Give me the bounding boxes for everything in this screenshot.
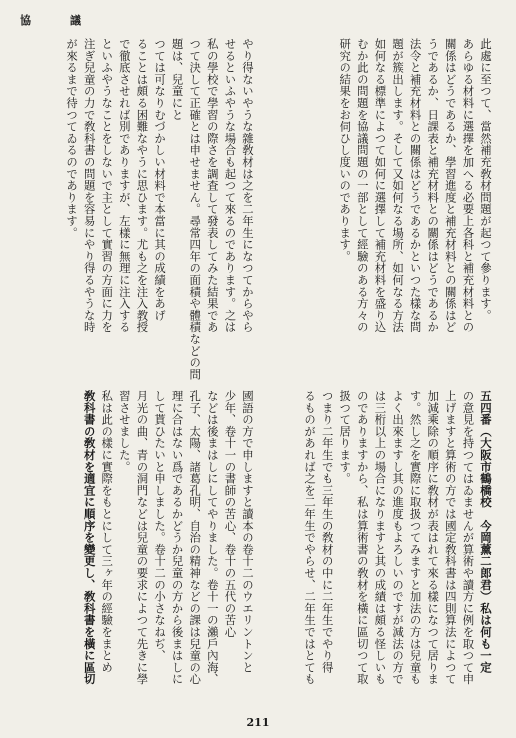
text-line: むか此の問題を協議問題の一部として經驗のある方々の [355, 38, 370, 333]
speaker-line: 五四番（大阪市鶴橋校 今岡薰二郎君）私は何も一定 [479, 390, 493, 674]
text-line: 月光の曲、青の洞門などは兒童の要求によつて先きに學 [135, 390, 150, 685]
text-line: 國語の方で申しますと讀本の卷十二のウエリントンと [241, 390, 255, 674]
text-line: つては可なりむづかしい材料で本當に其の成績をあげ [153, 38, 168, 322]
text-line: よく出來ますし其の進度もよろしいのですが減法の方で [391, 390, 406, 685]
running-header: 協 議 [20, 14, 95, 27]
text-line: 研究の結果をお伺ひし度いのであります。 [338, 38, 353, 263]
text-line: ることは頗る困難なやうに思ひます。尤も之を注入教授 [135, 38, 150, 333]
text-line: 習させました。 [117, 390, 132, 473]
column-upper-left [16, 38, 256, 382]
text-line: 關係はどうであるか、學習進度と補充材料との關係はど [443, 38, 458, 333]
text-line: やり得ないやうな雜敎材は之を二年生になつてからやら [241, 38, 255, 333]
text-line: あらゆる材料に選擇を加へる必要上各科と補充材料との [461, 38, 476, 333]
text-line: せるといふやうな場合も起つて來るのであります。之は [223, 38, 238, 333]
text-line: つまり二年生でも三年生の敎材の中に二年生でやり得 [320, 390, 335, 674]
text-line: 孔子、太陽、諸葛孔明、自治の精神などの課は兒童の心 [188, 390, 203, 685]
text-line: のでありますから、私は算術書の敎材を橫に區切つて取 [355, 390, 370, 685]
column-upper-right [262, 38, 494, 382]
text-line: 私は此の樣に實際をもとにして三ヶ年の經驗をまとめ [100, 390, 115, 674]
text-line: うであるか、日課表と補充材料との關係はどうであるか [426, 38, 441, 333]
text-line: で徹底させれば別でありますが、左樣に無理に注入する [117, 38, 132, 333]
text-line: などは後まはしにしてやりました。卷十一の瀨戶內海、 [205, 390, 220, 685]
text-line: は三桁以上の場合になりますと其の成績は頗る怪しいも [373, 390, 388, 685]
text-line: の意見を持つてはゐませんが算術や讀方に例を取つて申 [461, 390, 476, 685]
page-number: 211 [246, 716, 270, 729]
text-line: 理に合はない爲であるかどうか兒童の方から後まはしに [170, 390, 185, 685]
column-lower-right [262, 390, 494, 706]
text-line: といふやうなことをしないで主として實習の方面に力を [100, 38, 115, 333]
text-line: 法令と補充材料との關係はどうであるかといつた樣な問 [408, 38, 423, 333]
text-line: 敎科書の敎材を適宜に順序を變更し、敎科書を橫に區切 [82, 390, 97, 685]
text-line: 加減乘除の順序に敎材が表はれて來る樣になつて居りま [426, 390, 441, 685]
text-line: るものがあれば之を二年生でやらせ、二年生ではとても [303, 390, 318, 685]
text-line: 私の學校で學習の際さを調査して發表してみた結果であ [205, 38, 220, 333]
text-line: 注ぎ兒童の力で敎科書の問題を容易にやり得るやうな時 [82, 38, 97, 333]
text-line: 此處に至つて、當然補充敎材問題が起つて參ります。 [479, 38, 493, 322]
text-line: 扱つて居ります。 [338, 390, 353, 485]
column-lower-left [16, 390, 256, 706]
text-line: が來るまで待つてゐるのであります。 [65, 38, 80, 239]
text-line: 少年、卷十一の書師の苦心、卷十の五代の苦心 [223, 390, 238, 638]
text-line: 如何なる標準によつて如何に選擇して補充材料を盛り込 [373, 38, 388, 333]
text-line: つて決して正確とは申せません。尋常四年の面積や體積などの問題は、兒童にと [170, 38, 203, 381]
text-line: して貰ひたいと申しました。卷十二の小さなねぢ、 [153, 390, 168, 662]
text-line: 題が簇出します。そして又如何なる場所、如何なる方法 [391, 38, 406, 333]
text-line: す。然し之を實際に取扱つてみますと加法の方は兒童も [408, 390, 423, 685]
text-line: 上げますと算術の方では國定敎科書は四則算法によつて [443, 390, 458, 685]
